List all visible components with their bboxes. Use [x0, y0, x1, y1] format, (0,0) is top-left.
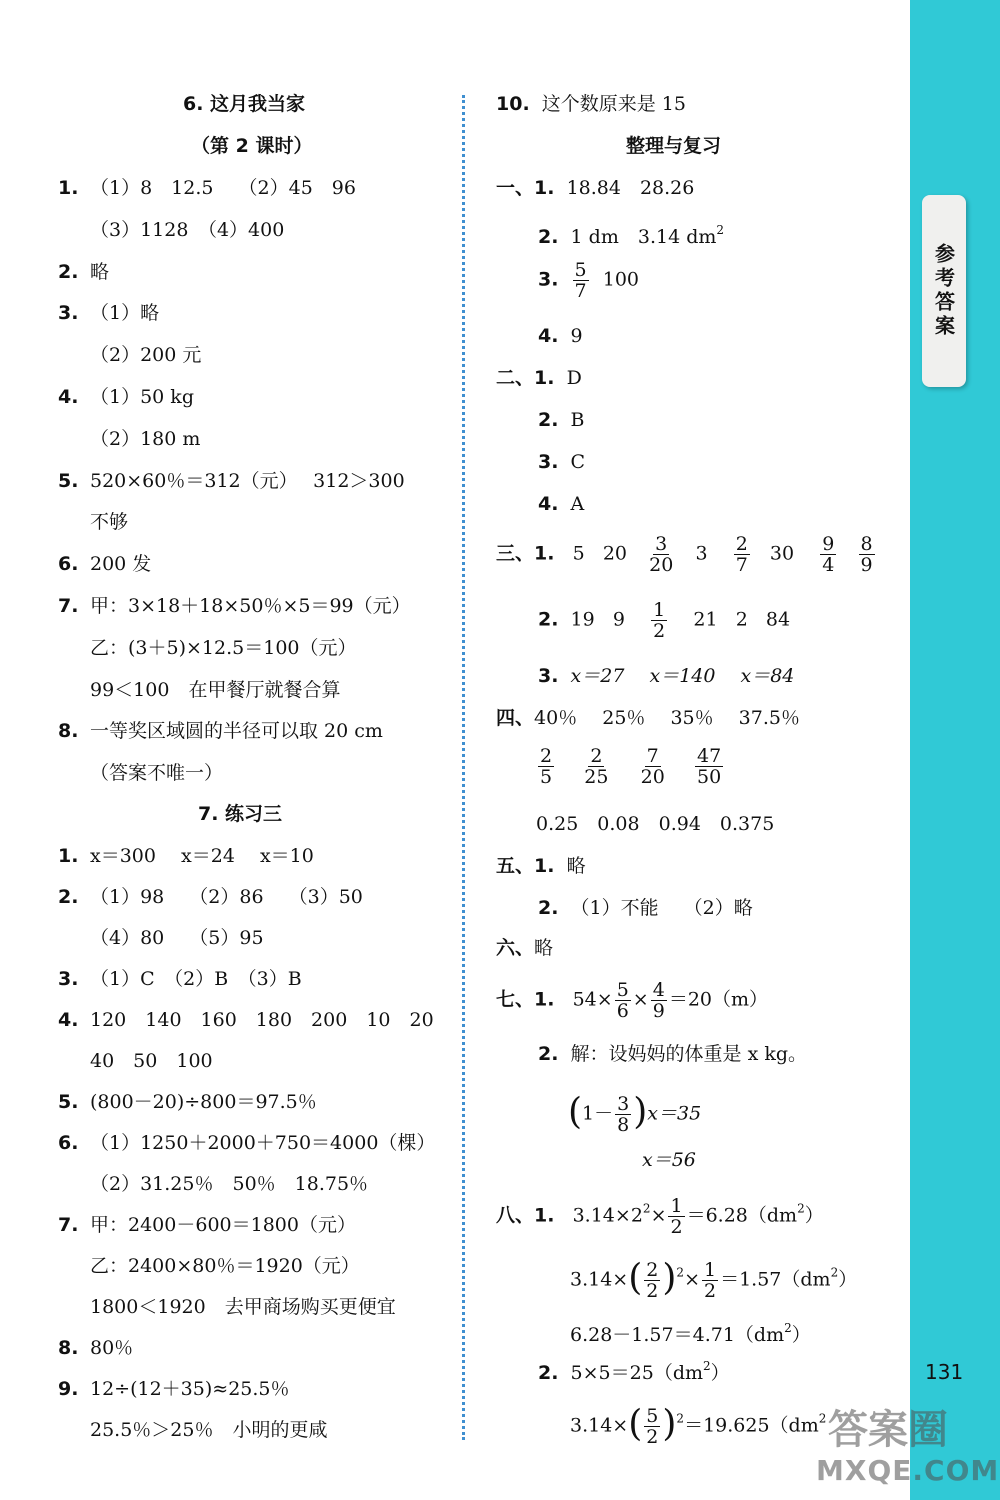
- answer-row: 3. C: [538, 451, 586, 473]
- item-answer: 不够: [90, 511, 129, 534]
- answer-row: [58, 1295, 396, 1319]
- watermark-logo: [808, 1398, 1000, 1494]
- answer-row: [58, 678, 340, 702]
- item-answer: （2）180 m: [90, 427, 201, 450]
- answer-row: 六、略: [496, 937, 554, 959]
- section-7-title: 7. 练习三: [198, 803, 283, 825]
- answer-row: 3. $\frac{5}{7}$ 100: [538, 259, 639, 302]
- answer-row: 2. 解：设妈妈的体重是 x kg。: [538, 1043, 808, 1065]
- answer-row: 三、1. 5 20 $\frac{3}{20}$ 3 $\frac{2}{7}$ 30 $\frac{9}{4}$ $\frac{8}{9}$: [496, 533, 873, 576]
- watermark-url: MXQE.COM: [816, 1454, 1000, 1487]
- answer-row: 二、1. D: [496, 367, 582, 389]
- item-number: 8.: [58, 1337, 79, 1359]
- item-answer: 乙：(3＋5)×12.5＝100（元）: [90, 636, 357, 659]
- item-answer: （1）50 kg: [90, 386, 194, 408]
- fraction: $\frac{1}{2}$: [653, 599, 666, 642]
- item-number: 8.: [58, 720, 79, 743]
- answer-row: 10. 这个数原来是 15: [496, 93, 686, 115]
- item-answer: 99＜100 在甲餐厅就餐合算: [90, 678, 341, 701]
- answer-row: [58, 1377, 290, 1401]
- item-answer: 甲：3×18＋18×50％×5＝99（元）: [90, 595, 411, 617]
- item-answer: (800－20)÷800＝97.5％: [90, 1091, 317, 1113]
- item-number: 5.: [58, 469, 79, 492]
- answer-row: 3.14×( $\frac{5}{2}$ )$^2=19.625(dm^2$: [570, 1403, 827, 1448]
- answer-row: [58, 1213, 356, 1237]
- answer-row: [58, 301, 159, 325]
- answer-row: 2. $5\times 5=25(dm^2)$: [538, 1359, 730, 1384]
- answer-row: [58, 719, 383, 743]
- fraction: $\frac{47}{50}$: [696, 745, 722, 788]
- answer-row: 2. 1 dm 3.14 $dm^2$: [538, 223, 725, 248]
- fraction: $\frac{2}{25}$: [584, 745, 609, 788]
- item-number: 3.: [58, 968, 79, 990]
- answer-row: 2. 19 9 $\frac{1}{2}$ 21 2 84: [538, 599, 791, 642]
- item-answer: 一等奖区域圆的半径可以取 20 cm: [90, 720, 383, 743]
- answer-row: $6.28-1.57=4.71(dm^2)$: [570, 1321, 811, 1346]
- item-number: 3.: [58, 302, 79, 325]
- fraction: $\frac{5}{2}$: [646, 1405, 659, 1448]
- answer-row: [58, 844, 314, 868]
- answer-row: 2. （1）不能 （2）略: [538, 897, 753, 919]
- section-6-title: 6. 这月我当家: [183, 93, 306, 115]
- column-divider: [462, 95, 465, 1440]
- watermark-text: 答案圈: [828, 1407, 948, 1453]
- section-6-subtitle: （第 2 课时）: [191, 135, 313, 157]
- item-answer: 520×60％＝312（元） 312＞300: [90, 469, 405, 492]
- item-number: 2.: [58, 260, 79, 283]
- answer-row: 3. x＝27 x＝140 x＝84: [538, 665, 795, 687]
- item-answer: 40 50 100: [90, 1050, 213, 1072]
- fraction: $\frac{1}{2}$: [670, 1195, 683, 1238]
- item-answer: （2）31.25％ 50％ 18.75％: [90, 1173, 369, 1195]
- item-answer: （1）略: [90, 302, 160, 325]
- answer-row: [536, 746, 725, 787]
- answer-row: [58, 1418, 327, 1442]
- answer-row: [58, 385, 194, 409]
- answer-row: [58, 594, 411, 618]
- answer-row: [58, 552, 151, 576]
- answer-row: [58, 343, 201, 367]
- fraction: $\frac{5}{6}$: [616, 979, 629, 1022]
- answer-row: 一、1. 18.84 28.26: [496, 177, 695, 199]
- item-answer: 120 140 160 180 200 10 20: [90, 1009, 434, 1031]
- page-number: 131: [925, 1360, 964, 1384]
- item-answer: 12÷(12＋35)≈25.5％: [90, 1378, 290, 1400]
- item-number: 7.: [58, 1214, 79, 1236]
- fraction: $\frac{2}{2}$: [646, 1259, 659, 1302]
- answer-row: 五、1. 略: [496, 855, 586, 877]
- answer-row: 4. A: [538, 493, 585, 515]
- answer-row: (1－ $\frac{3}{8}$ )x＝35: [568, 1091, 702, 1136]
- fraction: $\frac{2}{5}$: [540, 745, 553, 788]
- fraction: $\frac{1}{2}$: [703, 1259, 717, 1302]
- item-answer: （1）98 （2）86 （3）50: [90, 886, 363, 908]
- fraction: $\frac{7}{20}$: [640, 745, 665, 788]
- review-title: 整理与复习: [626, 135, 722, 157]
- item-number: 1.: [58, 845, 79, 867]
- item-answer: （答案不唯一）: [90, 762, 224, 785]
- item-answer: 25.5％＞25％ 小明的更咸: [90, 1419, 328, 1441]
- answer-row: [58, 1131, 435, 1155]
- item-answer: 略: [90, 260, 110, 283]
- item-answer: 80％: [90, 1337, 134, 1359]
- answer-row: [58, 636, 357, 660]
- answer-row: [58, 1336, 133, 1360]
- item-answer: 200 发: [90, 553, 152, 576]
- item-number: 5.: [58, 1091, 79, 1113]
- answer-row: 四、40％ 25％ 35％ 37.5％: [496, 707, 800, 729]
- answer-row: 0.25 0.08 0.94 0.375: [536, 813, 775, 835]
- item-number: 2.: [58, 886, 79, 908]
- item-answer: （3）1128 （4）400: [90, 218, 285, 241]
- answer-row: [58, 967, 302, 991]
- item-answer: x＝300 x＝24 x＝10: [90, 845, 314, 867]
- fraction: $\frac{9}{4}$: [822, 533, 835, 576]
- item-number: 7.: [58, 595, 79, 617]
- item-number: 1.: [58, 177, 79, 199]
- answer-row: [58, 510, 128, 534]
- tab-label: 参考答案: [931, 243, 956, 339]
- section-tab: [922, 195, 966, 387]
- item-number: 6.: [58, 1132, 79, 1154]
- item-answer: （1）8 12.5 （2）45 96: [90, 177, 356, 199]
- item-number: 4.: [58, 1009, 79, 1031]
- answer-row: [58, 885, 363, 909]
- answer-row: [58, 1008, 434, 1032]
- answer-row: 3.14×( $\frac{2}{2}$ )$^2$× $\frac{1}{2}$ $=1.57(dm^2)$: [570, 1257, 858, 1302]
- item-answer: （4）80 （5）95: [90, 927, 264, 949]
- item-answer: 甲：2400－600＝1800（元）: [90, 1214, 356, 1236]
- answer-row: 八、1. $3.14\times 2^2\times$ $\frac{1}{2}$ $=6.28(dm^2)$: [496, 1195, 824, 1238]
- answer-row: [58, 176, 356, 200]
- fraction: $\frac{3}{8}$: [617, 1093, 630, 1136]
- item-answer: （1）C （2）B （3）B: [90, 968, 302, 990]
- fraction: $\frac{8}{9}$: [860, 533, 873, 576]
- item-answer: 乙：2400×80％＝1920（元）: [90, 1255, 360, 1277]
- answer-row: [58, 469, 405, 493]
- item-answer: 1800＜1920 去甲商场购买更便宜: [90, 1296, 396, 1318]
- answer-row: 4. 9: [538, 325, 583, 347]
- fraction: $\frac{3}{20}$: [649, 533, 674, 576]
- item-answer: （2）200 元: [90, 344, 202, 367]
- answer-row: [58, 1049, 213, 1073]
- answer-row: [58, 1172, 368, 1196]
- item-number: 4.: [58, 386, 79, 408]
- answer-row: [58, 427, 200, 451]
- answer-row: [58, 926, 264, 950]
- item-number: 6.: [58, 553, 79, 576]
- answer-row: [58, 1090, 317, 1114]
- answer-row: [58, 260, 109, 284]
- answer-row: 2. B: [538, 409, 585, 431]
- answer-row: x＝56: [642, 1149, 696, 1171]
- fraction: $\frac{5}{7}$: [574, 259, 587, 302]
- item-number: 9.: [58, 1378, 79, 1400]
- item-answer: （1）1250＋2000＋750＝4000（棵）: [90, 1132, 436, 1154]
- answer-row: [58, 761, 223, 785]
- answer-row: [58, 1254, 360, 1278]
- fraction: $\frac{2}{7}$: [735, 533, 748, 576]
- answer-row: [58, 218, 284, 242]
- fraction: $\frac{4}{9}$: [652, 979, 665, 1022]
- answer-row: 七、1. 54× $\frac{5}{6}$ × $\frac{4}{9}$ ＝20（m）: [496, 979, 769, 1022]
